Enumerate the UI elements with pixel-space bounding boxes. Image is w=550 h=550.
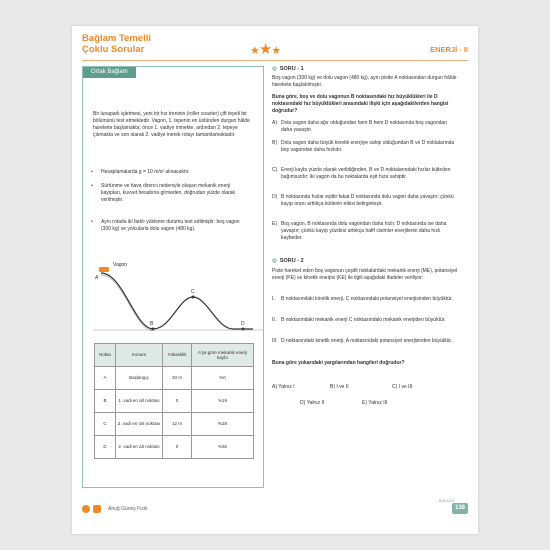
bullet-dot-icon: •: [91, 219, 93, 225]
statement-text: D noktasındaki kinetik enerji, A noktasındaki potansiyel enerjisinden büyüktür.: [281, 338, 453, 344]
table-header-row: [95, 344, 254, 367]
question-1-title: SORU - 1: [279, 66, 304, 72]
table-cell: 2. vadi en alt noktası: [116, 436, 163, 459]
table-cell: %36: [192, 436, 254, 459]
table-row: [95, 390, 254, 413]
option-text: Dolu vagon daha büyük kinetik enerjiye sahip olduğundan B ve D noktalarında boş vagondan daha hızlıdır.: [281, 140, 455, 153]
table-cell: %28: [192, 413, 254, 436]
bullet-text: Aynı rotada iki farklı yükleme durumu test edilmiştir: boş vagon (300 kg) ve yolcularla dolu vagon (480 kg).: [101, 219, 240, 232]
option-key: A): [272, 120, 277, 126]
context-panel: [82, 66, 264, 488]
statement-text: B noktasındaki kinetik enerji, C noktasındaki potansiyel enerjisinden büyüktür.: [281, 296, 453, 302]
question-icon: ◎: [272, 66, 277, 72]
question-1-prompt: Buna göre, boş ve dolu vagonun B noktasındaki hız büyüklükleri ile D noktasındaki hız büyüklükleri arasındaki ilişki için aşağıdakilerden hangisi doğrudur?: [272, 94, 449, 114]
option-key: D): [272, 194, 278, 200]
track-rail: [101, 275, 153, 331]
statement-text: B noktasındaki mekanik enerji C noktasındaki mekanik enerjiden büyüktür.: [281, 317, 446, 323]
question-2-prompt: Buna göre yukarıdaki yargılarından hangileri doğrudur?: [272, 360, 405, 366]
context-tag: Ortak Bağlam: [83, 67, 136, 78]
statement-key: I.: [272, 296, 275, 302]
page-title: [82, 33, 151, 55]
energy-loss-table: [94, 343, 254, 459]
option-text: Boş vagon, B noktasında dolu vagondan daha hızlı; D noktasında ise daha yavaştır; çünkü kayıp yüzdesi arttıkça hafif cisimler enerjilerini daha hızlı kaybeder.: [281, 221, 447, 241]
table-cell: 2. vadi en üst noktası: [116, 413, 163, 436]
point-a-label: A: [95, 275, 99, 281]
col-header: Yükseklik: [163, 344, 192, 367]
unit-label: ENERJİ - II: [430, 45, 468, 54]
footer-brand: Ahuğ Güneş Fizik: [108, 506, 148, 512]
table-cell: A: [95, 367, 116, 390]
footer-book-icon: [93, 505, 101, 513]
table-cell: D: [95, 436, 116, 459]
bullet-text: Sürtünme ve hava direnci nedeniyle oluşan mekanik enerji kayıpları, kuvvet hesabına girmeden, doğrudan yüzde olarak verilmiştir.: [101, 183, 235, 203]
point-d-label: D: [241, 321, 245, 327]
footer-circle-icon: [82, 505, 90, 513]
bullet-dot-icon: •: [91, 183, 93, 189]
option-key: E): [272, 221, 277, 227]
point-b-label: B: [150, 321, 154, 327]
stars-icon: ★★★: [250, 41, 281, 58]
answer-b[interactable]: B) I ve II: [330, 384, 349, 390]
option-text: Enerji kaybı yüzde olarak verildiğinden, B ve D noktalarındaki hızlar kütleden bağımsızdır; iki vagon da bu noktalarda eşit hıza sahiptir.: [281, 167, 451, 180]
question-2-stem: Piste hareket eden boş vagonun çeşitli noktalardaki mekanik enerji (ME), potansiyel enerji (PE) ve kinetik enerjisi (KE) ile ilgili aşağıdaki ifadeler veriliyor:: [272, 268, 458, 281]
table-cell: %0: [192, 367, 254, 390]
track-line: [101, 273, 253, 329]
table-cell: C: [95, 413, 116, 436]
table-cell: Başlangıç: [116, 367, 163, 390]
question-1-stem: Boş vagon (300 kg) ve dolu vagon (480 kg), aynı pistte A noktasından durgun hâlde harekete başlatılmıştır.: [272, 75, 457, 88]
table-cell: 0: [163, 390, 192, 413]
option-text: Dolu vagon daha ağır olduğundan hem B hem D noktasında boş vagondan daha yavaştır.: [281, 120, 447, 133]
page-number: 138: [452, 503, 468, 514]
option-key: C): [272, 167, 278, 173]
context-intro: Bir lunapark işletmesi, yeni bir hız treninin (roller coaster) çift tepeli bir bölümünü test etmektedir. Vagon, 1. tepenin en üstünden durgun hâlde harekete başlamakta; önce 1. vadiye inmekte, ardından 2. tepeye çıkmakta ve son olarak 2. vadiye inerek rotayı tamamlamaktadır.: [93, 111, 250, 138]
question-2-title: SORU - 2: [279, 258, 304, 264]
option-text: B noktasında hızlar eşittir fakat D noktasında dolu vagon daha yavaştır; çünkü kayıp oranı arttıkça kütlenin etkisi belirginleşir.: [281, 194, 454, 207]
footer-code: B-E-D-K: [439, 498, 454, 503]
table-row: [95, 436, 254, 459]
col-header: A'ya göre mekanik enerji kaybı: [192, 344, 254, 367]
statement-key: III.: [272, 338, 278, 344]
table-row: [95, 413, 254, 436]
answer-e[interactable]: E) Yalnız III: [362, 400, 388, 406]
point-c-label: C: [191, 289, 195, 295]
title-line-1: Bağlam Temelli: [82, 33, 151, 44]
bullet-text: Hesaplamalarda g = 10 m/s² alınacaktır.: [101, 169, 190, 175]
table-row: [95, 367, 254, 390]
vagon-label: Vagon: [113, 262, 128, 268]
roller-coaster-diagram: [93, 259, 263, 331]
title-line-2: Çoklu Sorular: [82, 44, 145, 55]
question-1-heading: [272, 66, 304, 72]
table-cell: 0: [163, 436, 192, 459]
vagon-icon: [99, 267, 109, 272]
table-cell: 1. vadi en alt noktası: [116, 390, 163, 413]
table-cell: %19: [192, 390, 254, 413]
table-cell: 12 m: [163, 413, 192, 436]
table-cell: B: [95, 390, 116, 413]
header-divider: [82, 60, 468, 61]
statement-key: II.: [272, 317, 277, 323]
point-c-marker: [192, 296, 195, 299]
col-header: Konum: [116, 344, 163, 367]
question-icon: ◎: [272, 258, 277, 264]
option-key: B): [272, 140, 277, 146]
answer-d[interactable]: D) Yalnız II: [300, 400, 325, 406]
answer-c[interactable]: C) I ve III: [392, 384, 413, 390]
table-cell: 20 m: [163, 367, 192, 390]
worksheet-page: [72, 26, 478, 534]
col-header: Nokta: [95, 344, 116, 367]
question-2-heading: [272, 258, 304, 264]
bullet-dot-icon: •: [91, 169, 93, 175]
answer-a[interactable]: A) Yalnız I: [272, 384, 295, 390]
